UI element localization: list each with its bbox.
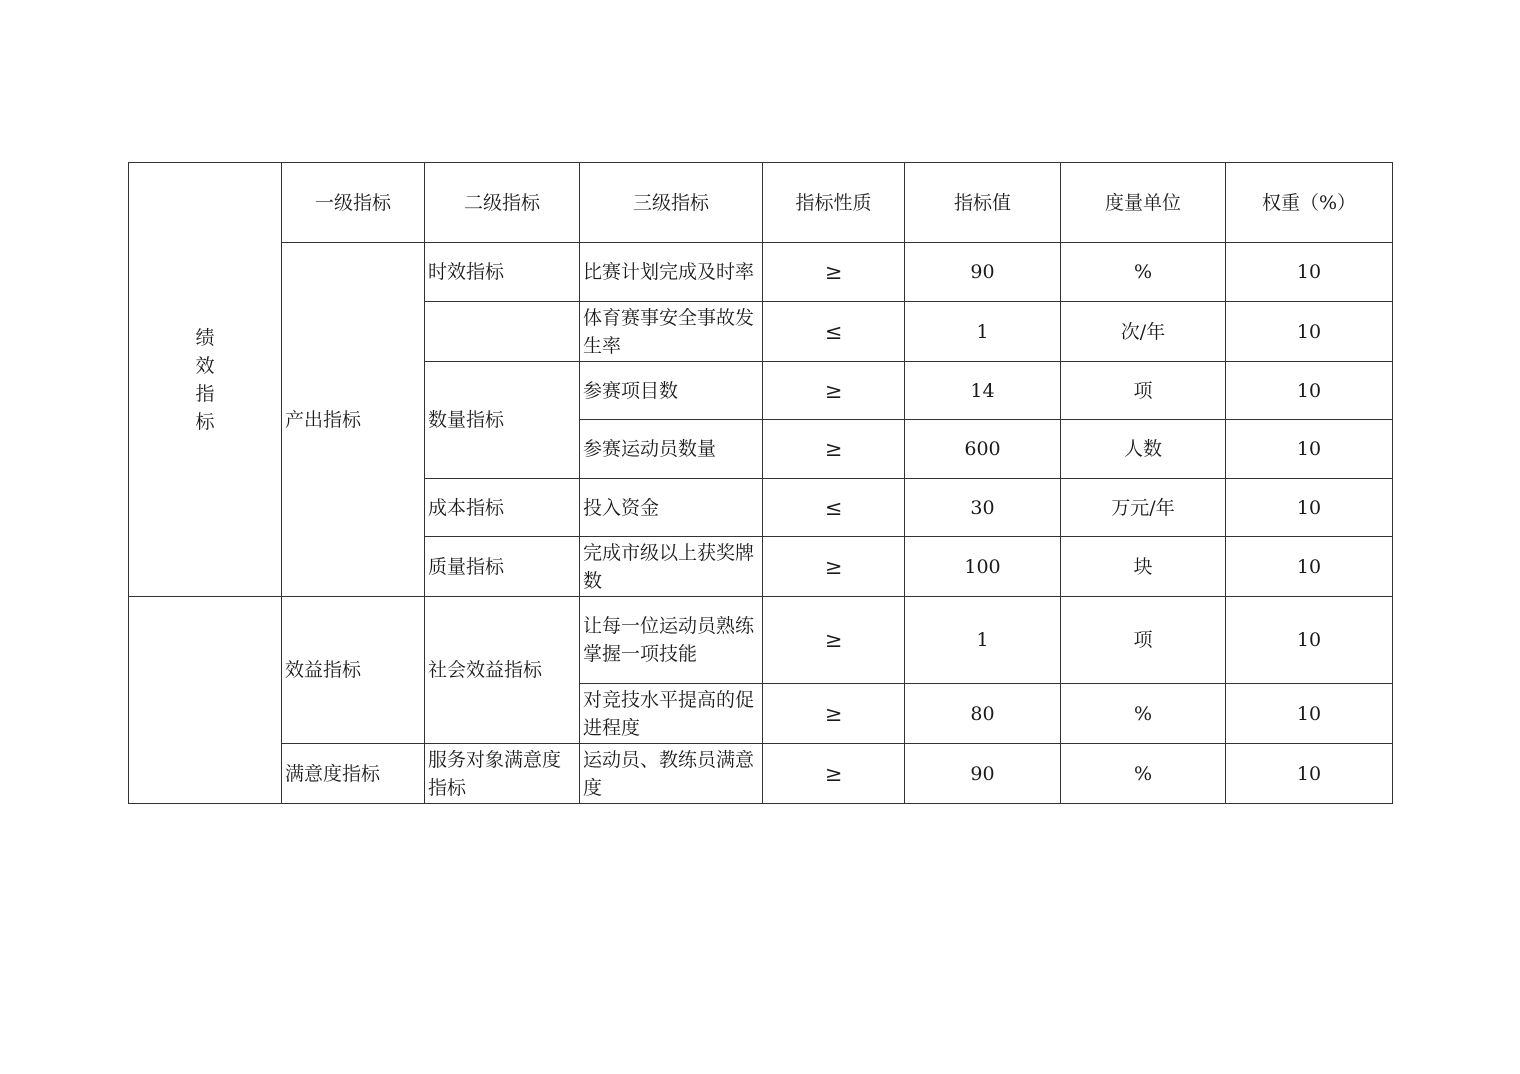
level2-social-cell: 社会效益指标 (425, 597, 580, 744)
unit-cell: 人数 (1061, 420, 1226, 479)
unit-cell: 次/年 (1061, 302, 1226, 362)
weight-cell: 10 (1226, 420, 1393, 479)
nature-cell: ≥ (763, 537, 905, 597)
header-weight: 权重（%） (1226, 163, 1393, 243)
header-level1: 一级指标 (282, 163, 425, 243)
level3-cell: 完成市级以上获奖牌数 (580, 537, 763, 597)
side-label-char: 标 (195, 410, 215, 433)
level2-empty-cell (425, 302, 580, 362)
weight-cell: 10 (1226, 537, 1393, 597)
value-cell: 1 (905, 597, 1061, 684)
header-unit: 度量单位 (1061, 163, 1226, 243)
value-cell: 600 (905, 420, 1061, 479)
level3-cell: 让每一位运动员熟练掌握一项技能 (580, 597, 763, 684)
level3-cell: 投入资金 (580, 479, 763, 537)
side-label-char: 指 (195, 382, 215, 405)
level3-cell: 对竞技水平提高的促进程度 (580, 684, 763, 744)
level1-satisfaction-cell: 满意度指标 (282, 744, 425, 804)
value-cell: 1 (905, 302, 1061, 362)
level3-cell: 运动员、教练员满意度 (580, 744, 763, 804)
value-cell: 14 (905, 362, 1061, 420)
level3-cell: 参赛项目数 (580, 362, 763, 420)
nature-cell: ≤ (763, 479, 905, 537)
level2-timeliness-cell: 时效指标 (425, 243, 580, 302)
unit-cell: 项 (1061, 362, 1226, 420)
level1-output-cell: 产出指标 (282, 243, 425, 597)
weight-cell: 10 (1226, 479, 1393, 537)
unit-cell: 万元/年 (1061, 479, 1226, 537)
unit-cell: % (1061, 744, 1226, 804)
value-cell: 90 (905, 243, 1061, 302)
unit-cell: 块 (1061, 537, 1226, 597)
weight-cell: 10 (1226, 597, 1393, 684)
side-label-char: 绩 (195, 326, 215, 349)
nature-cell: ≥ (763, 744, 905, 804)
weight-cell: 10 (1226, 302, 1393, 362)
table-row (129, 243, 1393, 302)
nature-cell: ≥ (763, 597, 905, 684)
value-cell: 80 (905, 684, 1061, 744)
table-row (129, 597, 1393, 684)
nature-cell: ≤ (763, 302, 905, 362)
performance-indicator-side-label (129, 163, 282, 597)
empty-side-cell (129, 597, 282, 804)
header-nature: 指标性质 (763, 163, 905, 243)
weight-cell: 10 (1226, 684, 1393, 744)
performance-indicator-table (128, 162, 1393, 804)
level3-cell: 比赛计划完成及时率 (580, 243, 763, 302)
nature-cell: ≥ (763, 420, 905, 479)
header-level3: 三级指标 (580, 163, 763, 243)
unit-cell: 项 (1061, 597, 1226, 684)
value-cell: 100 (905, 537, 1061, 597)
side-label-char: 效 (195, 354, 215, 377)
nature-cell: ≥ (763, 362, 905, 420)
header-level2: 二级指标 (425, 163, 580, 243)
weight-cell: 10 (1226, 243, 1393, 302)
level3-cell: 参赛运动员数量 (580, 420, 763, 479)
nature-cell: ≥ (763, 243, 905, 302)
level2-cost-cell: 成本指标 (425, 479, 580, 537)
weight-cell: 10 (1226, 362, 1393, 420)
level3-cell: 体育赛事安全事故发生率 (580, 302, 763, 362)
value-cell: 30 (905, 479, 1061, 537)
header-row (129, 163, 1393, 243)
weight-cell: 10 (1226, 744, 1393, 804)
header-value: 指标值 (905, 163, 1061, 243)
table-row (129, 744, 1393, 804)
nature-cell: ≥ (763, 684, 905, 744)
level2-quantity-cell: 数量指标 (425, 362, 580, 479)
level2-quality-cell: 质量指标 (425, 537, 580, 597)
unit-cell: % (1061, 684, 1226, 744)
level2-satisfaction-cell: 服务对象满意度指标 (425, 744, 580, 804)
value-cell: 90 (905, 744, 1061, 804)
unit-cell: % (1061, 243, 1226, 302)
level1-benefit-cell: 效益指标 (282, 597, 425, 744)
